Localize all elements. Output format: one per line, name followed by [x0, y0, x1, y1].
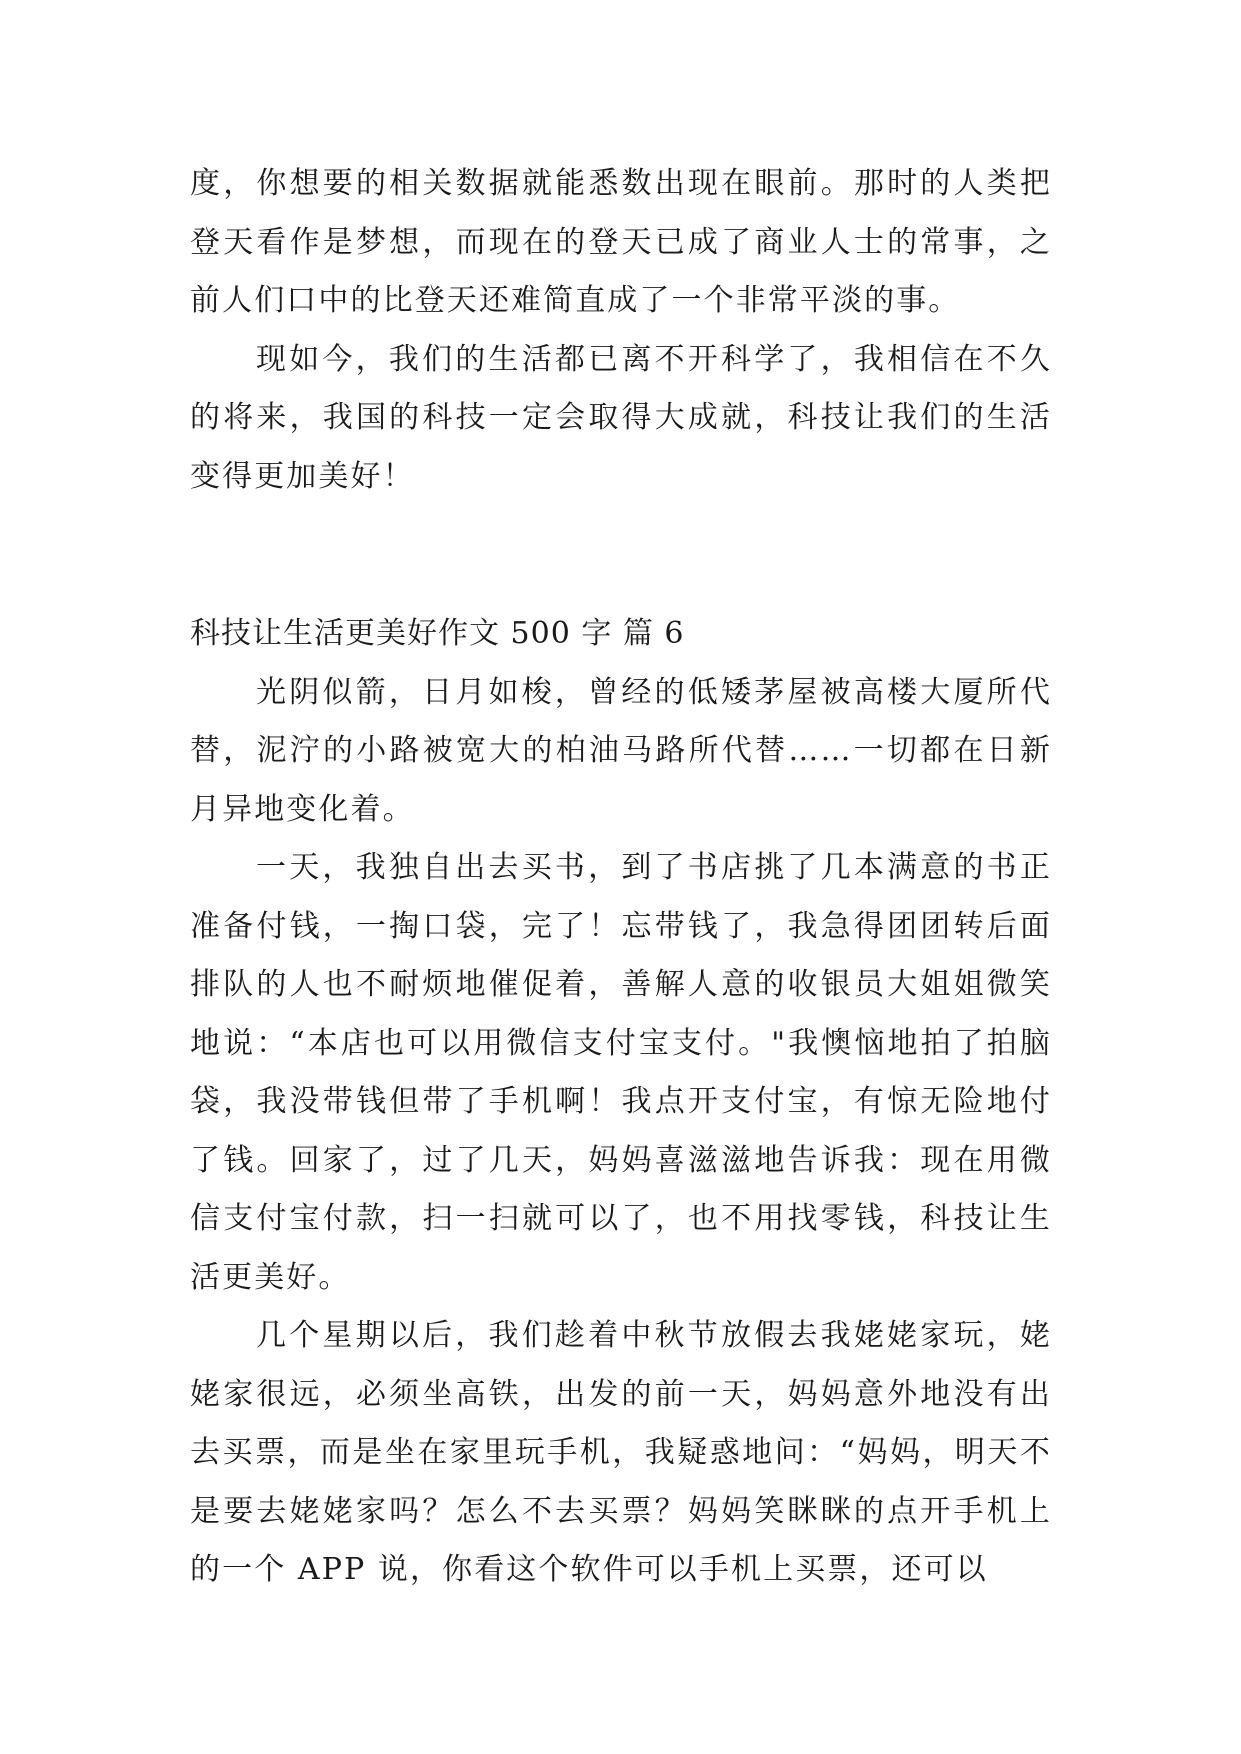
paragraph-conclusion: 现如今，我们的生活都已离不开科学了，我相信在不久的将来，我国的科技一定会取得大成就，科技让我们的生活变得更加美好！ — [190, 341, 1052, 494]
paragraph-intro: 光阴似箭，日月如梭，曾经的低矮茅屋被高楼大厦所代替，泥泞的小路被宽大的柏油马路所代替……一切都在日新月异地变化着。 — [190, 674, 1052, 827]
paragraph-continuation: 度，你想要的相关数据就能悉数出现在眼前。那时的人类把登天看作是梦想，而现在的登天已成了商业人士的常事，之前人们口中的比登天还难简直成了一个非常平淡的事。 — [190, 166, 1052, 318]
paragraph-train-ticket: 几个星期以后，我们趁着中秋节放假去我姥姥家玩，姥姥家很远，必须坐高铁，出发的前一天，妈妈意外地没有出去买票，而是坐在家里玩手机，我疑惑地问：“妈妈，明天不是要去姥姥家吗？怎么不去买票？妈妈笑眯眯的点开手机上的一个 APP 说，你看这个软件可以手机上买票，还可以 — [190, 1318, 1052, 1587]
section-heading: 科技让生活更美好作文 500 字 篇 6 — [190, 616, 685, 651]
paragraph-bookstore: 一天，我独自出去买书，到了书店挑了几本满意的书正准备付钱，一掏口袋，完了！忘带钱了，我急得团团转后面排队的人也不耐烦地催促着，善解人意的收银员大姐姐微笑地说：“本店也可以用微信支付宝支付。"我懊恼地拍了拍脑袋，我没带钱但带了手机啊！我点开支付宝，有惊无险地付了钱。回家了，过了几天，妈妈喜滋滋地告诉我：现在用微信支付宝付款，扫一扫就可以了，也不用找零钱，科技让生活更美好。 — [190, 850, 1052, 1295]
document-page — [190, 155, 1052, 1600]
